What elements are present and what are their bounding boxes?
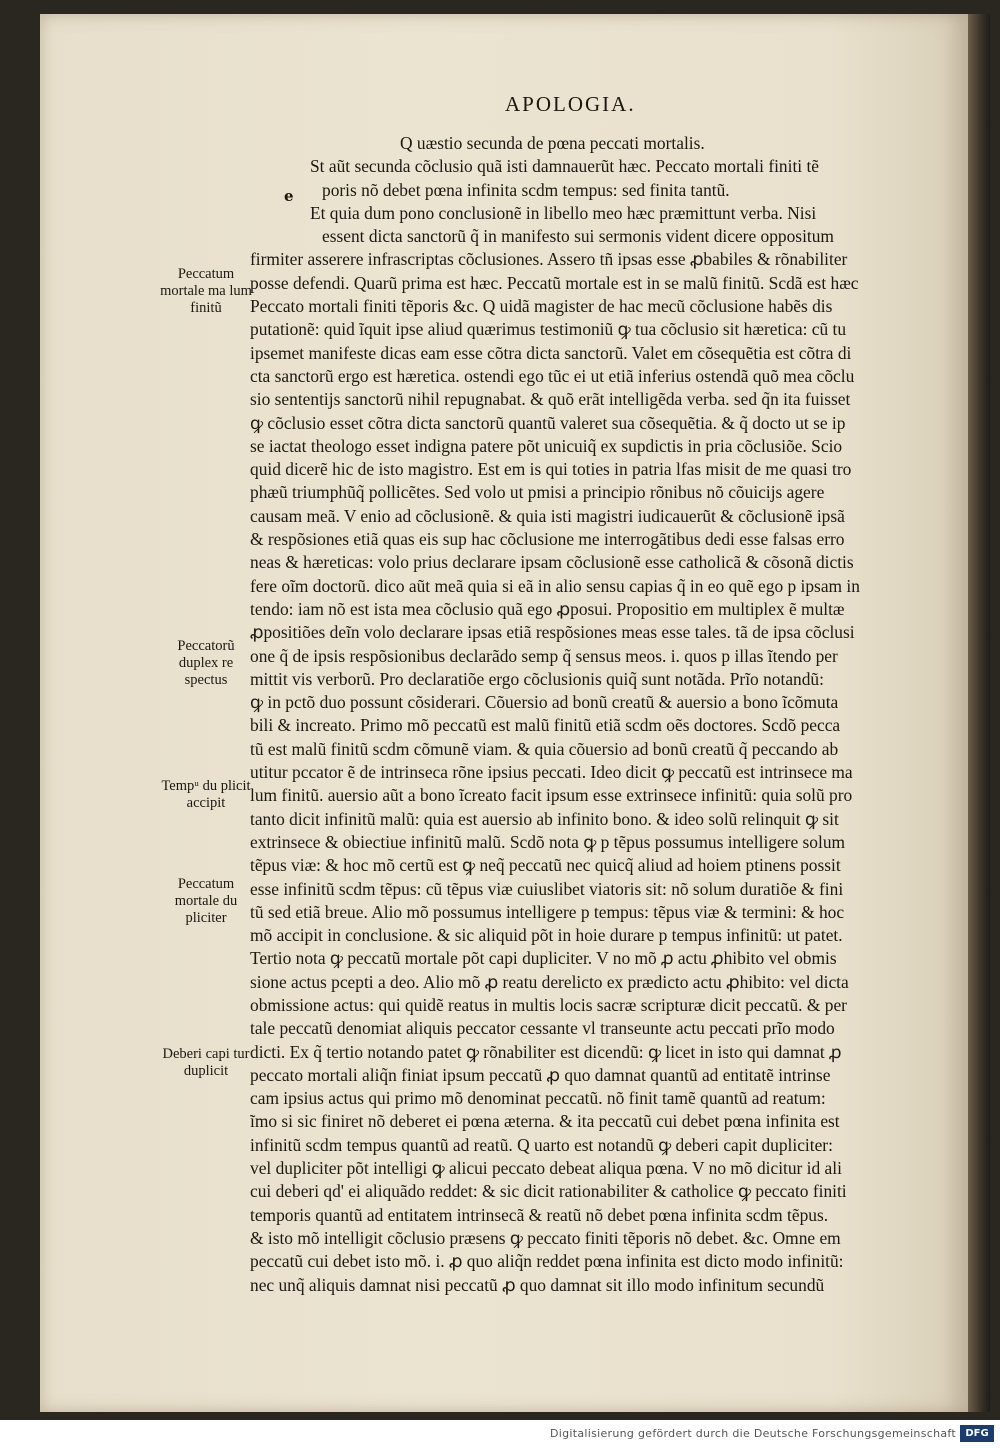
- text-line: Tertio nota ꝙ peccatũ mortale põt capi dupliciter. V no mõ ꝓ actu ꝓhibito vel obmis: [250, 948, 837, 969]
- text-line: nec unq̃ aliquis damnat nisi peccatũ ꝓ quo damnat sit illo modo infinitum secundũ: [250, 1274, 825, 1295]
- text-line: mittit vis verborũ. Pro declaratiõe ergo cõclusionis quiq̃ sunt notãda. Prĩo notandũ:: [250, 668, 824, 689]
- text-line: fere oĩm doctorũ. dico aũt meã quia si eã in alio sensu capias q̃ in eo quẽ ego p ipsam in: [250, 575, 860, 596]
- margin-gloss: Peccatum mortale du pliciter: [174, 876, 238, 926]
- text-line: quid dicerẽ hic de isto magistro. Est em is qui toties in patria lfas misit de me quasi tro: [250, 459, 852, 480]
- text-line: ꝙ in pctõ duo possunt cõsiderari. Cõuersio ad bonũ creatũ & auersio a bono ĩcõmuta: [250, 692, 839, 713]
- text-line: tũ sed etiã breue. Alio mõ possumus intelligere p tempus: tẽpus viæ & termini: & hoc: [250, 901, 845, 922]
- margin-gloss: Deberi capi tur duplicit: [162, 1046, 250, 1079]
- text-line: one q̃ de ipsis respõsionibus declarãdo semp q̃ sensus meos. i. quos p illas ĩtendo per: [250, 645, 838, 666]
- text-line: temporis quantũ ad entitatem intrinsecã & reatũ nõ debet pœna infinita scdm tẽpus.: [250, 1204, 829, 1225]
- margin-gloss: Peccatorũ duplex re spectus: [177, 638, 235, 688]
- text-line: tanto dicit infinitũ malũ: quia est auersio ab infinito bono. & ideo solũ relinquit ꝙ sit: [250, 808, 839, 829]
- text-line: sione actus pcepti a deo. Alio mõ ꝓ reatu derelicto ex prædicto actu ꝓhibito: vel dicta: [250, 971, 849, 992]
- text-line: cui deberi qd' ei aliquãdo reddet: & sic dicit rationabiliter & catholice ꝙ peccato finiti: [250, 1181, 847, 1202]
- text-line: esse infinitũ scdm tẽpus: cũ tẽpus viæ cuiuslibet viatoris sit: nõ solum duratiõe & fini: [250, 878, 844, 899]
- text-line: causam meã. V enio ad cõclusionẽ. & quia isti magistri iudicauerũt & cõclusionẽ ipsã: [250, 505, 845, 526]
- margin-marker: e: [284, 187, 294, 205]
- text-line: essent dicta sanctorũ q̃ in manifesto sui sermonis vident dicere oppositum: [322, 226, 834, 247]
- text-line: & respõsiones etiã quas eis sup hac cõclusione me interrogãtibus dedi esse falsas erro: [250, 529, 845, 550]
- text-line: ꝓpositiões deĩn volo declarare ipsas etiã respõsiones meas esse tales. tã de ipsa cõclusi: [250, 622, 855, 643]
- text-line: tũ est malũ finitũ scdm cõmunẽ viam. & quia cõuersio ad bonũ creatũ q̃ peccando ab: [250, 738, 839, 759]
- margin-gloss: Tempᵘ du plicit accipit: [161, 778, 251, 811]
- funding-note: Digitalisierung gefördert durch die Deutsche Forschungsgemeinschaft: [549, 1427, 956, 1440]
- text-line: ĩmo si sic finiret nõ deberet ei pœna æterna. & ita peccatũ cui debet pœna infinita est: [250, 1111, 840, 1132]
- text-line: Et quia dum pono conclusionẽ in libello meo hæc præmittunt verba. Nisi: [310, 202, 817, 223]
- text-line: & isto mõ intelligit cõclusio præsens ꝙ peccato finiti tẽporis nõ debet. &c. Omne em: [250, 1227, 841, 1248]
- text-line: peccatũ cui debet isto mõ. i. ꝓ quo aliq̃n reddet pœna infinita est dicto modo infinitũ:: [250, 1251, 844, 1272]
- text-line: cta sanctorũ ergo est hæretica. ostendi ego tũc ei ut etiã inferius ostendã quõ mea cõclu: [250, 365, 855, 386]
- text-line: poris nõ debet pœna infinita scdm tempus: sed finita tantũ.: [322, 179, 730, 200]
- text-line: cam ipsius actus qui primo mõ denominat peccatũ. nõ finit tamẽ quantũ ad reatum:: [250, 1088, 826, 1109]
- text-line: neas & hæreticas: volo prius declarare ipsam cõclusionẽ esse catholicã & cõsonã dictis: [250, 552, 854, 573]
- text-line: tendo: iam nõ est ista mea cõclusio quã ego ꝓposui. Propositio em multiplex ẽ multæ: [250, 598, 845, 619]
- text-line: posse defendi. Quarũ prima est hæc. Peccatũ mortale est in se malũ finitũ. Scdã est hæc: [250, 272, 859, 293]
- text-line: phæũ triumphũq̃ pollicẽtes. Sed volo ut pmisi a principio rõnibus nõ cõuicijs agere: [250, 482, 825, 503]
- text-line: tẽpus viæ: & hoc mõ certũ est ꝙ neq̃ peccatũ nec quicq̃ aliud ad hoiem ptinens possit: [250, 855, 841, 876]
- running-head: APOLOGIA.: [505, 92, 636, 116]
- text-line: utitur pccator ẽ de intrinseca rõne ipsius peccati. Ideo dicit ꝙ peccatũ est intrinsece ma: [250, 762, 853, 783]
- text-line: lum finitũ. auersio aũt a bono ĩcreato facit ipsum esse extrinsece infinitũ: quia solũ pro: [250, 785, 853, 806]
- text-line: infinitũ scdm tempus quantũ ad reatũ. Q uarto est notandũ ꝙ deberi capit dupliciter:: [250, 1134, 833, 1155]
- text-line: dicti. Ex q̃ tertio notando patet ꝙ rõnabiliter est dicendũ: ꝙ licet in isto qui damnat ꝓ: [250, 1041, 842, 1062]
- text-line: obmissione actus: qui quidẽ reatus in multis locis sacræ scripturæ dicit peccatũ. & per: [250, 994, 847, 1015]
- question-title: Q uæstio secunda de pœna peccati mortalis.: [400, 133, 705, 153]
- margin-gloss: Peccatum mortale ma lum finitũ: [160, 266, 252, 316]
- text-line: putationẽ: quid ĩquit ipse aliud quærimus testimoniũ ꝙ tua cõclusio sit hæretica: cũ tu: [250, 319, 847, 340]
- footer-bar: [0, 1420, 1000, 1448]
- text-line: St aũt secunda cõclusio quã isti damnauerũt hæc. Peccato mortali finiti tẽ: [310, 156, 820, 177]
- text-line: tale peccatũ denomiat aliquis peccator cessante vl transeunte actu peccati prĩo modo: [250, 1018, 835, 1039]
- main-text-block: [250, 132, 946, 1297]
- text-line: mõ accipit in conclusione. & sic aliquid põt in hoie durare p tempus infinitũ: ut patet.: [250, 925, 843, 946]
- text-line: peccato mortali aliq̃n finiat ipsum peccatũ ꝓ quo damnat quantũ ad entitatẽ intrinse: [250, 1064, 831, 1085]
- text-line: firmiter asserere infrascriptas cõclusiones. Assero tñ ipsas esse ꝓbabiles & rõnabiliter: [250, 249, 848, 270]
- text-line: Peccato mortali finiti tẽporis &c. Q uidã magister de hac mecũ cõclusione habẽs dis: [250, 296, 833, 317]
- text-line: ipsemet manifeste dicas eam esse cõtra dicta sanctorũ. Valet em cõsequẽtia est cõtra di: [250, 342, 852, 363]
- page-edge-shadow: [968, 14, 990, 1412]
- text-line: bili & increato. Primo mõ peccatũ est malũ finitũ etiã scdm oẽs doctores. Scdõ pecca: [250, 715, 841, 736]
- text-line: extrinsece & obiectiue infinitũ malũ. Scdõ nota ꝙ p tẽpus possumus intelligere solum: [250, 831, 846, 852]
- text-line: ꝙ cõclusio esset cõtra dicta sanctorũ quantũ valeret sua cõsequẽtia. & q̃ docto ut se ip: [250, 412, 846, 433]
- text-line: se iactat theologo esset indigna patere põt unicuiq̃ ex supdictis in pria cõclusiõe. Scio: [250, 435, 843, 456]
- dfg-logo: DFG: [960, 1425, 994, 1442]
- text-line: sio sententijs sanctorũ nihil repugnabat. & quõ erãt intelligẽda verba. sed q̃n ita fuisset: [250, 389, 851, 410]
- text-line: vel dupliciter põt intelligi ꝙ alicui peccato debeat aliqua pœna. V no mõ dicitur id ali: [250, 1158, 842, 1179]
